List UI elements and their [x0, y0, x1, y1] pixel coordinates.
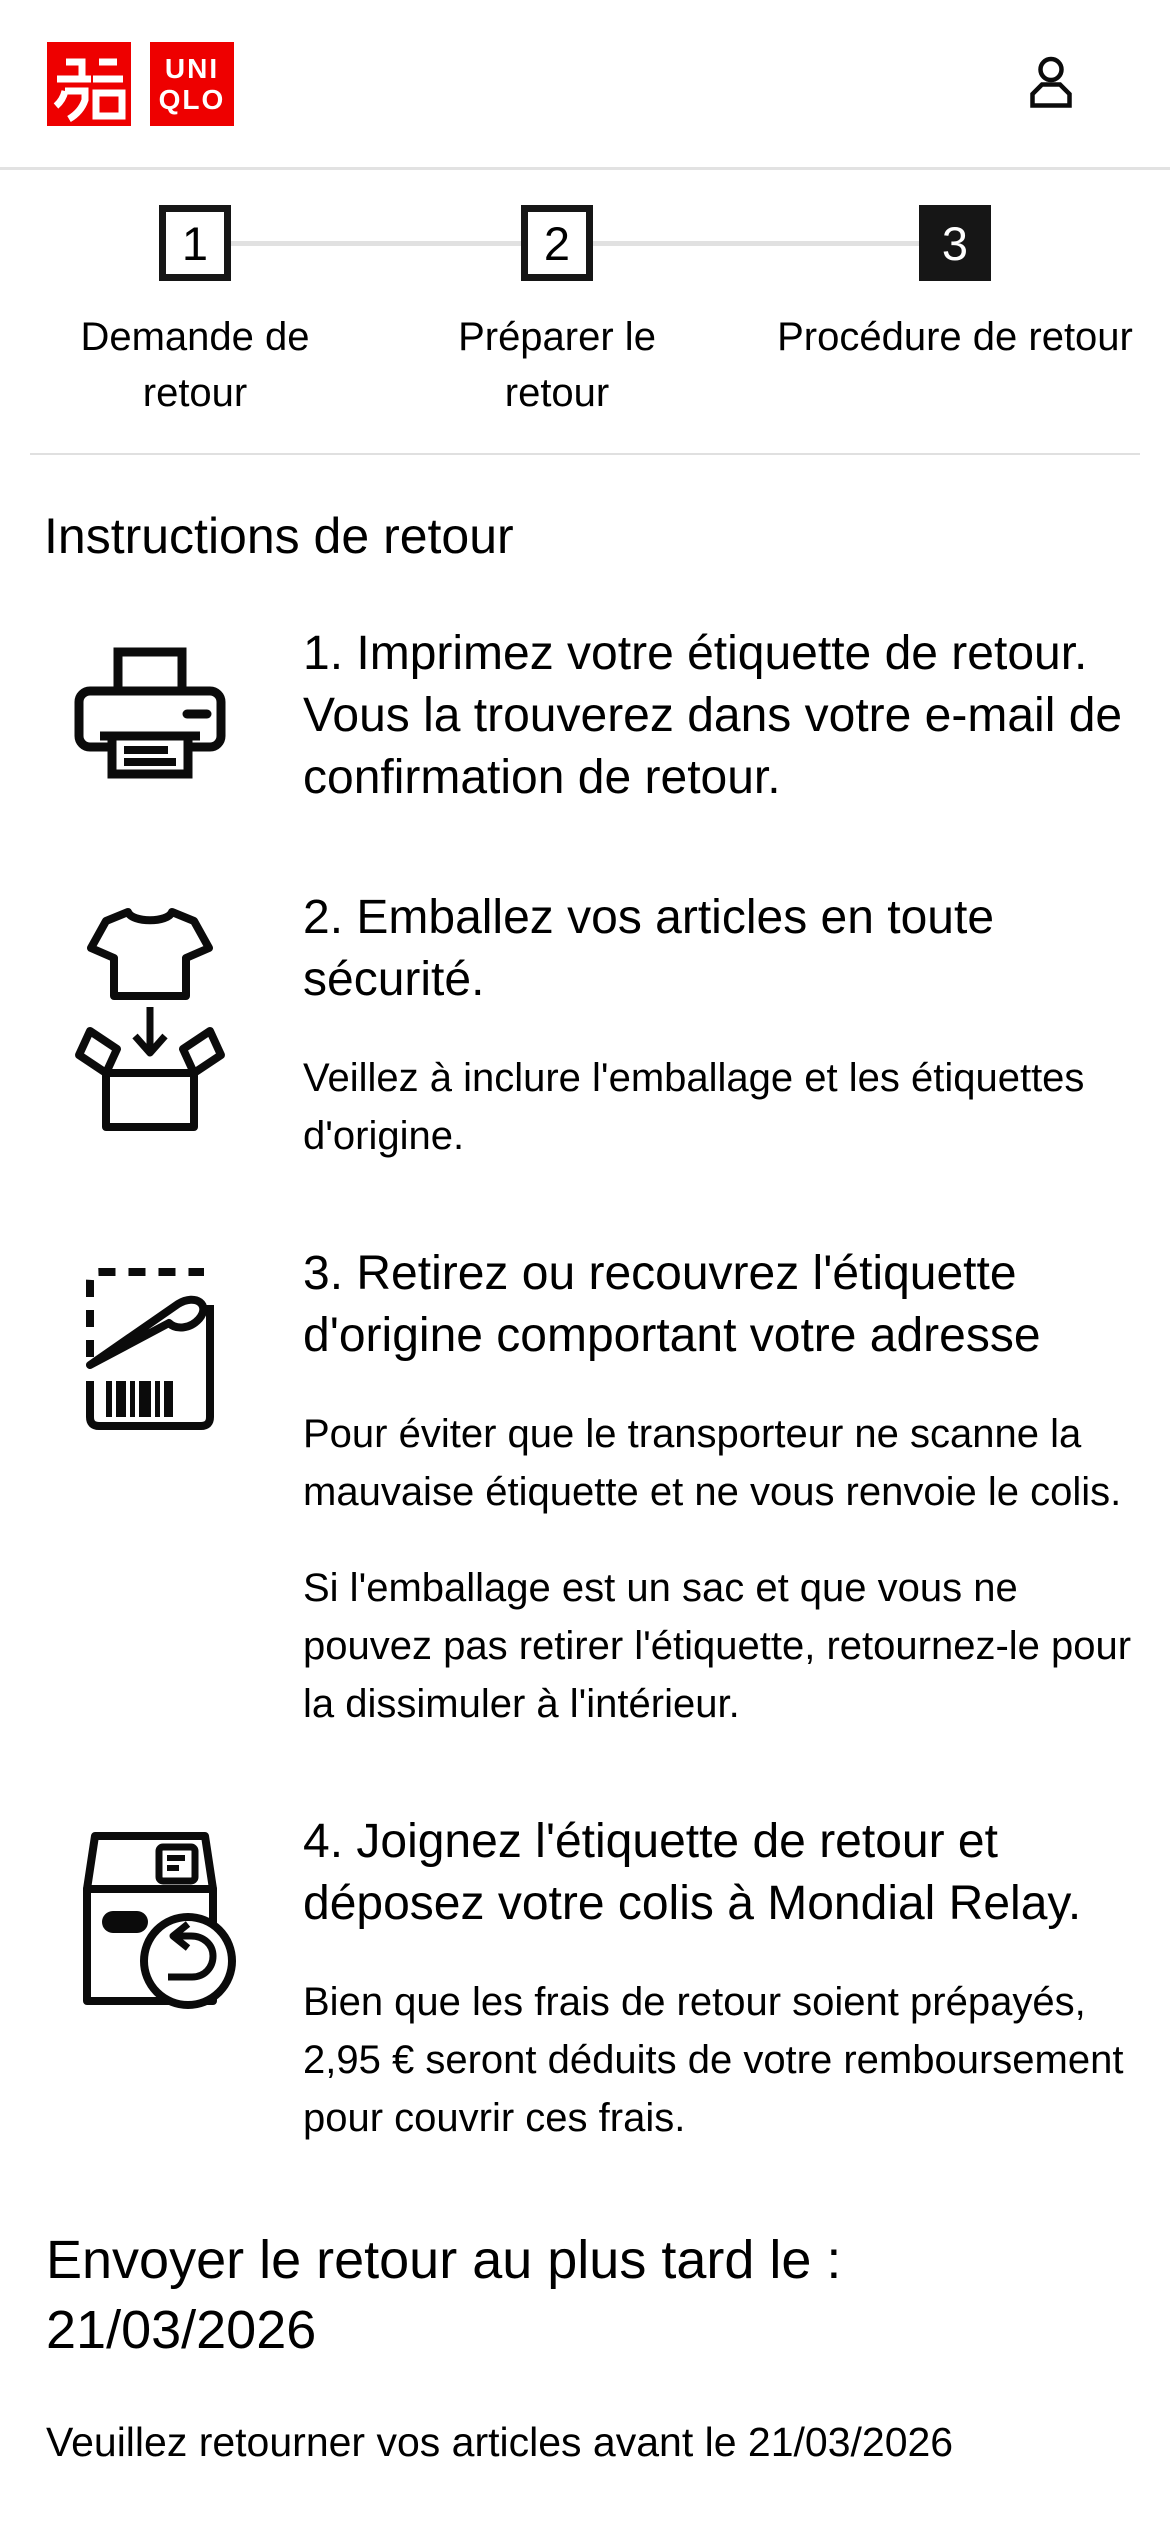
- deadline-section: [0, 2225, 1170, 2471]
- step-label: Procédure de retour: [777, 315, 1133, 359]
- step-number-box-active: 3: [919, 205, 991, 281]
- deadline-note: Veuillez retourner vos articles avant le 21/03/2026: [46, 2419, 954, 2465]
- printer-icon: [30, 623, 270, 809]
- instruction-title: 2. Emballez vos articles en toute sécurité.: [303, 891, 995, 1006]
- instruction-text: [270, 1811, 1144, 2147]
- uniqlo-logo[interactable]: [47, 42, 234, 126]
- stepper-step-procedure-de-retour: [735, 205, 1170, 365]
- instruction-paragraph: Bien que les frais de retour soient prépayés, 2,95 € seront déduits de votre remboursement pour couvrir ces frais.: [303, 1980, 1124, 2140]
- deadline-title-line1: Envoyer le retour au plus tard le :: [46, 2230, 842, 2290]
- page-title: Instructions de retour: [44, 508, 514, 564]
- instruction-title: 1. Imprimez votre étiquette de retour. Vous la trouverez dans votre e-mail de confirmation de retour.: [303, 627, 1123, 804]
- account-button[interactable]: [1024, 52, 1078, 115]
- instruction-item-pack-items: [30, 887, 1144, 1165]
- header: [0, 0, 1170, 170]
- instruction-item-dropoff-parcel: [30, 1811, 1144, 2147]
- instructions-list: [0, 623, 1170, 2147]
- instruction-item-print-label: [30, 623, 1144, 809]
- packing-box-icon: [30, 887, 270, 1165]
- main-content: [0, 505, 1170, 2471]
- instruction-text: [270, 1243, 1144, 1733]
- instruction-item-remove-label: [30, 1243, 1144, 1733]
- instruction-paragraph: Pour éviter que le transporteur ne scanne la mauvaise étiquette et ne vous renvoie le colis.: [303, 1412, 1122, 1514]
- step-label: Préparer le retour: [458, 315, 656, 415]
- instruction-title: 4. Joignez l'étiquette de retour et déposez votre colis à Mondial Relay.: [303, 1815, 1082, 1930]
- instruction-title: 3. Retirez ou recouvrez l'étiquette d'origine comportant votre adresse: [303, 1247, 1041, 1362]
- uniqlo-wordmark-logo: UNI QLO: [150, 42, 234, 126]
- deadline-date: 21/03/2026: [46, 2300, 317, 2360]
- instruction-paragraph: Si l'emballage est un sac et que vous ne pouvez pas retirer l'étiquette, retournez-le pour la dissimuler à l'intérieur.: [303, 1566, 1132, 1726]
- return-progress-stepper: [0, 205, 1170, 421]
- person-icon: [1028, 96, 1074, 111]
- dropoff-return-icon: [30, 1811, 270, 2147]
- step-number-box: 1: [159, 205, 231, 281]
- stepper-step-demande-de-retour: [35, 205, 355, 421]
- uniqlo-katakana-logo-icon: [47, 42, 131, 126]
- instruction-text: [270, 623, 1144, 809]
- step-number-box: 2: [521, 205, 593, 281]
- remove-label-icon: [30, 1243, 270, 1733]
- section-divider: [30, 453, 1140, 455]
- step-label: Demande de retour: [80, 315, 310, 415]
- instruction-text: [270, 887, 1144, 1165]
- deadline-title: [46, 2225, 1140, 2365]
- instruction-paragraph: Veillez à inclure l'emballage et les étiquettes d'origine.: [303, 1056, 1085, 1158]
- stepper-step-preparer-le-retour: [397, 205, 717, 421]
